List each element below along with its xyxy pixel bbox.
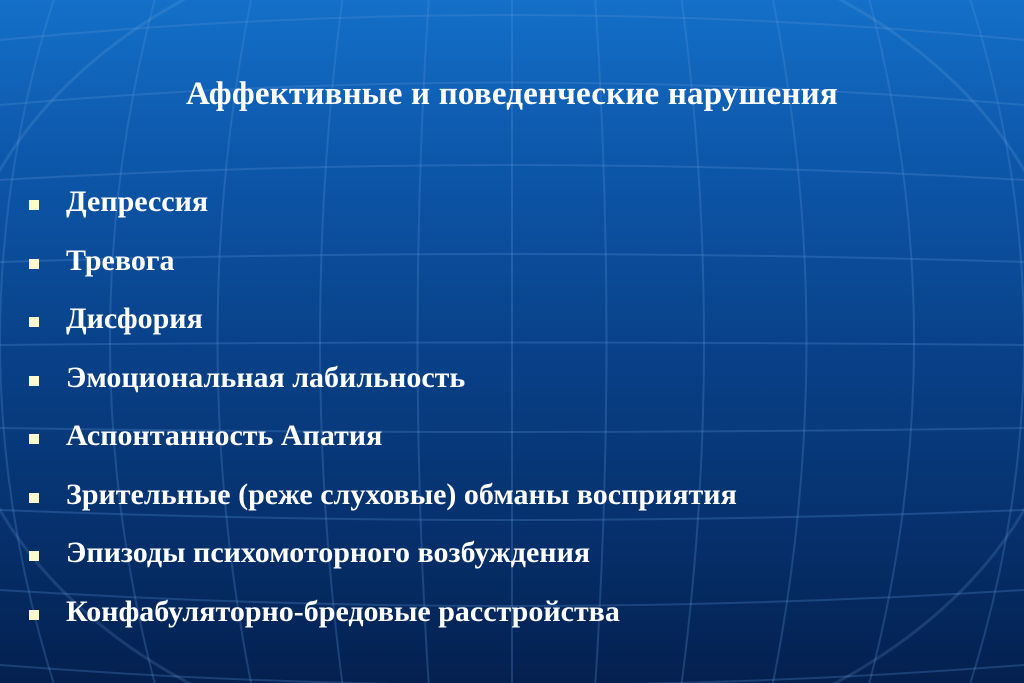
list-item [26, 594, 737, 659]
square-bullet-icon [29, 376, 39, 386]
square-bullet-icon [29, 551, 39, 561]
list-item-text: Конфабуляторно-бредовые расстройства [66, 594, 620, 628]
list-item-text: Тревога [66, 243, 175, 277]
list-item-text: Эпизоды психомоторного возбуждения [66, 536, 591, 569]
square-bullet-icon [29, 200, 39, 210]
list-item-text: Депрессия [66, 185, 209, 218]
square-bullet-icon [29, 434, 39, 444]
list-item-text: Эмоциональная лабильность [66, 360, 466, 394]
list-item-text: Зрительные (реже слуховые) обманы восприятия [66, 477, 737, 511]
bullet-list [26, 185, 737, 658]
slide-title: Аффективные и поведенческие нарушения [186, 76, 838, 112]
list-item-text: Дисфория [66, 302, 203, 335]
square-bullet-icon [29, 317, 39, 327]
square-bullet-icon [29, 493, 39, 503]
list-item-text: Аспонтанность Апатия [66, 419, 383, 452]
square-bullet-icon [29, 610, 39, 620]
square-bullet-icon [29, 259, 39, 269]
